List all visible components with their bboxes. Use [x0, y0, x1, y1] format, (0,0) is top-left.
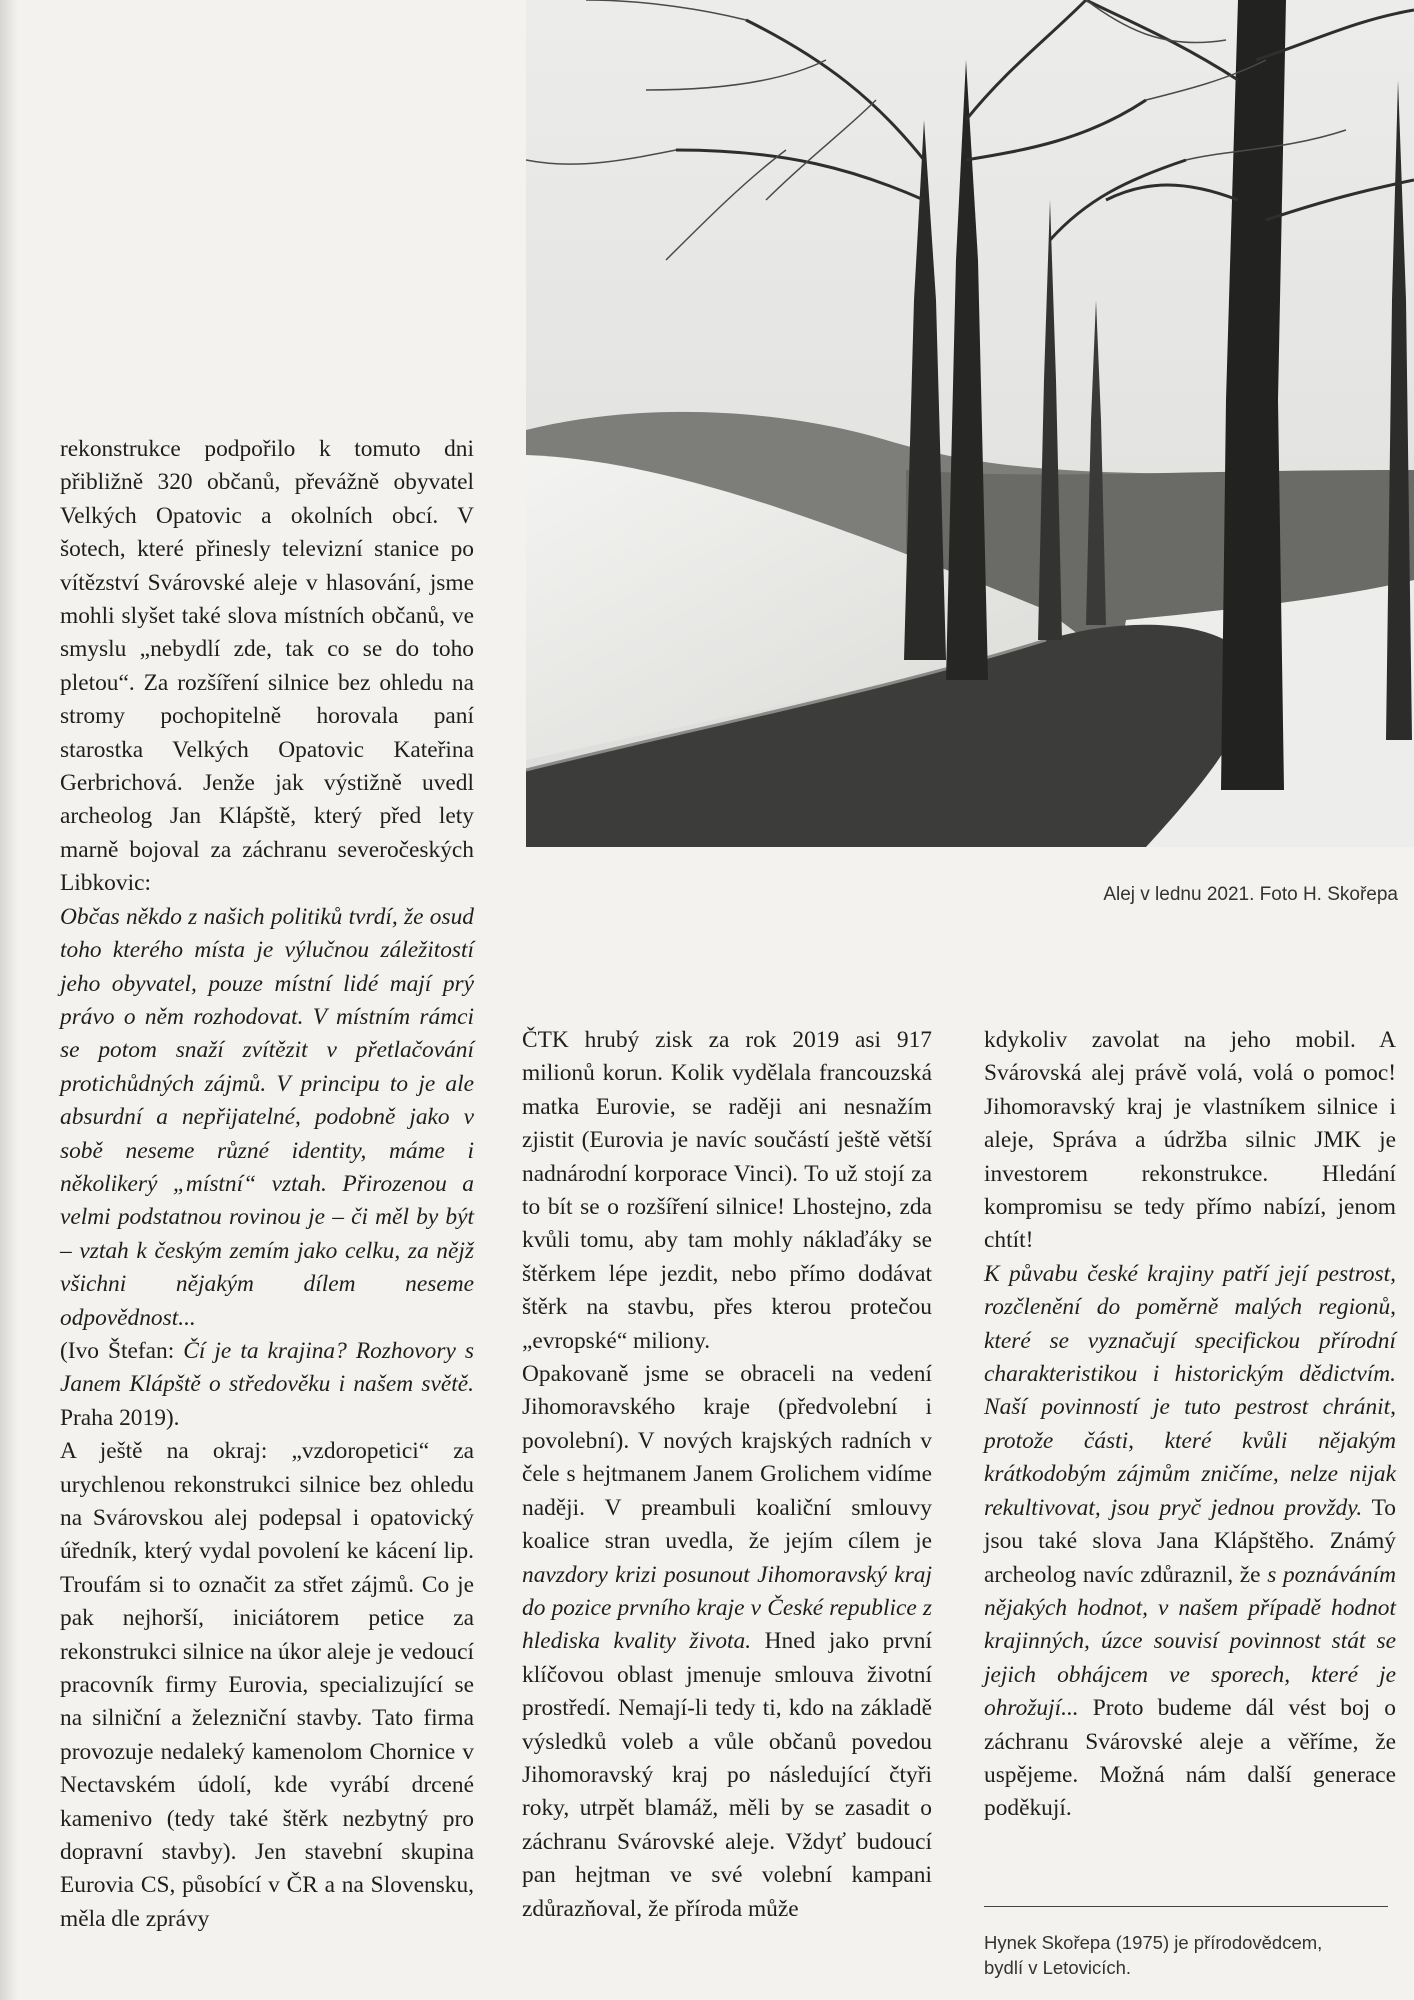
paragraph-text: To jsou také slova Jana Klápštěho. Známý archeolog navíc zdůraznil, že: [984, 1494, 1396, 1588]
quote-text: Občas někdo z našich politiků tvrdí, že osud toho kterého místa je výlučnou záležitostí jeho obyvatel, pouze místní lidé mají prý právo o něm rozhodovat. V místním rámci se potom snaží zvítězit v přetlačování protichůdných zájmů. V principu to je ale absurdní a nepřijatelné, podobně jako v sobě neseme různé identity, máme i několikerý „místní“ vztah. Přirozenou a velmi podstatnou rovinou je – či měl by být – vztah k českým zemím jako celku, za nějž všichni nějakým dílem neseme odpovědnost...: [60, 903, 474, 1331]
citation-suffix: Praha 2019).: [60, 1404, 180, 1431]
paragraph-text: Opakovaně jsme se obraceli na vedení Jihomoravského kraje (předvolební i povolební). V nových krajských radních v čele s hejtmanem Janem Grolichem vidíme naději. V preambuli koaliční smlouvy koalice stran uvedla, že jejím cílem je: [522, 1361, 932, 1555]
photo-illustration: [526, 0, 1414, 847]
quote-text: navzdory krizi posunout Jihomoravský kraj do pozice prvního kraje v České republice z hlediska kvality života.: [522, 1561, 932, 1655]
paragraph: A ještě na okraj: „vzdoropetici“ za urychlenou rekonstrukci silnice bez ohledu na Svárovskou alej podepsal i opatovický úředník, který vydal povolení ke kácení lip. Troufám si to označit za střet zájmů. Co je pak nejhorší, iniciátorem petice za rekonstrukci silnice na úkor aleje je vedoucí pracovník firmy Eurovia, specializující se na silniční a železniční stavby. Tato firma provozuje nedaleký kamenolom Chornice v Nectavském údolí, kde vyrábí drcené kamenivo (tedy také štěrk nezbytný pro dopravní stavby). Jen stavební skupina Eurovia CS, působící v ČR a na Slovensku, měla dle zprávy: [60, 1438, 474, 1932]
text-column-2: [522, 1024, 932, 1926]
paragraph: rekonstrukce podpořilo k tomuto dni přibližně 320 občanů, převážně obyvatel Velkých Opatovic a okolních obcí. V šotech, které přinesly televizní stanice po vítězství Svárovské aleje v hlasování, jsme mohli slyšet také slova místních občanů, ve smyslu „nebydlí zde, tak co se do toho pletou“. Za rozšíření silnice bez ohledu na stromy pochopitelně horovala paní starostka Velkých Opatovic Kateřina Gerbrichová. Jenže jak výstižně uvedl archeolog Jan Klápště, který před lety marně bojoval za záchranu severočeských Libkovic:: [60, 436, 474, 897]
paragraph-text: Hned jako první klíčovou oblast jmenuje smlouva životní prostředí. Nemají-li tedy ti, kdo na základě výsledků voleb a vůle občanů povedou Jihomoravský kraj po následující čtyři roky, utrpět blamáž, měli by se zasadit o záchranu Svárovské aleje. Vždyť budoucí pan hejtman ve své volební kampani zdůrazňoval, že příroda může: [522, 1628, 932, 1922]
paragraph-text: Proto budeme dál vést boj o záchranu Svárovské aleje a věříme, že uspějeme. Možná nám další generace poděkují.: [984, 1695, 1396, 1822]
author-divider: [984, 1906, 1388, 1907]
paragraph: kdykoliv zavolat na jeho mobil. A Svárovská alej právě volá, volá o pomoc! Jihomoravský kraj je vlastníkem silnice i aleje, Správa a údržba silnic JMK je investorem rekonstrukce. Hledání kompromisu se tedy přímo nabízí, jenom chtít!: [984, 1027, 1396, 1254]
text-column-3: [984, 1024, 1396, 1826]
paragraph: [984, 1258, 1396, 1826]
quote-text: K půvabu české krajiny patří její pestrost, rozčlenění do poměrně malých regionů, které se vyznačují specifickou přírodní charakteristikou i historickým dědictvím. Naší povinností je tuto pestrost chránit, protože části, které kvůli nějakým krátkodobým zájmům zničíme, nelze nijak rekultivovat, jsou pryč jednou provždy.: [984, 1260, 1396, 1521]
citation-title: Čí je ta krajina? Rozhovory s Janem Klápště o středověku i našem světě.: [60, 1337, 474, 1398]
author-note: [984, 1930, 1404, 1980]
paragraph-citation: [60, 1335, 474, 1435]
paragraph-quote: [60, 901, 474, 1335]
citation-prefix: (Ivo Štefan:: [60, 1337, 184, 1364]
text-column-1: [60, 433, 474, 1936]
photo-caption: Alej v lednu 2021. Foto H. Skořepa: [1103, 884, 1398, 905]
paragraph: [522, 1358, 932, 1926]
author-note-line: Hynek Skořepa (1975) je přírodovědcem,: [984, 1932, 1323, 1953]
page-gutter-shadow: [0, 0, 18, 2000]
author-note-line: bydlí v Letovicích.: [984, 1957, 1132, 1978]
photo-alley-winter: [526, 0, 1414, 847]
quote-text: s poznáváním nějakých hodnot, v našem případě hodnot krajinných, úzce souvisí povinnost stát se jejich obhájcem ve sporech, které je ohrožují...: [984, 1561, 1397, 1722]
paragraph: ČTK hrubý zisk za rok 2019 asi 917 milionů korun. Kolik vydělala francouzská matka Eurovie, se raději ani nesnažím zjistit (Eurovia je navíc součástí ještě větší nadnárodní korporace Vinci). To už stojí za to bít se o rozšíření silnice! Lhostejno, zda kvůli tomu, aby tam mohly náklaďáky se štěrkem lépe jezdit, nebo přímo dodávat štěrk na stavbu, přes kterou protečou „evropské“ miliony.: [522, 1027, 932, 1354]
